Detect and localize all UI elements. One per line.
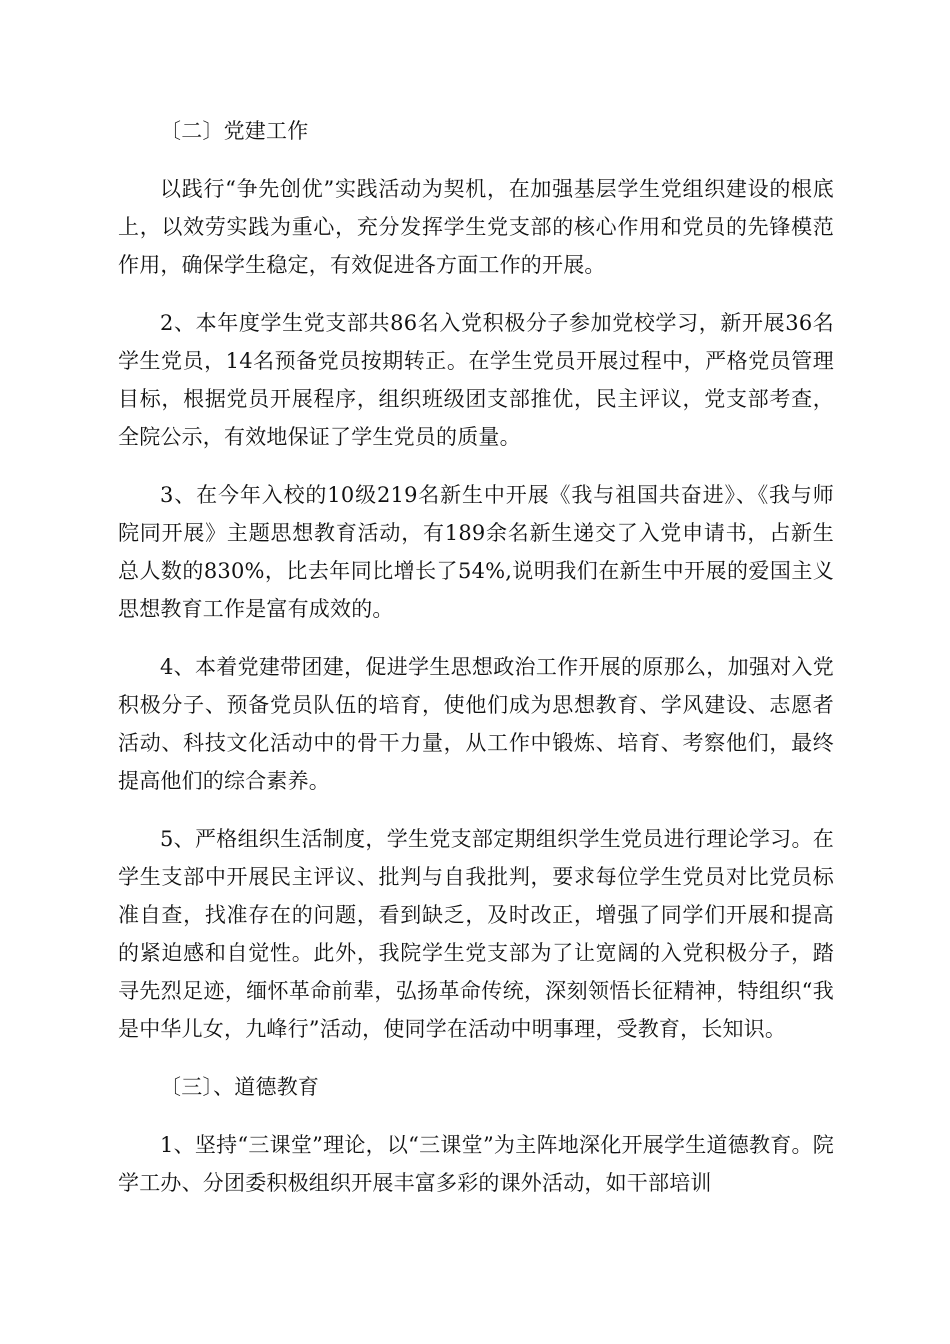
section-heading-party-building: 〔二〕党建工作 xyxy=(160,119,309,143)
paragraph-item-5: 5、严格组织生活制度，学生党支部定期组织学生党员进行理论学习。在学生支部中开展民主评议、批判与自我批判，要求每位学生党员对比党员标准自查，找准存在的问题，看到缺乏，及时改正，增强了同学们开展和提高的紧迫感和自觉性。此外，我院学生党支部为了让宽阔的入党积极分子，踏寻先烈足迹，缅怀革命前辈，弘扬革命传统，深刻领悟长征精神，特组织“我是中华儿女，九峰行”活动，使同学在活动中明事理，受教育，长知识。 xyxy=(118,827,834,1041)
document-body xyxy=(118,112,834,1222)
paragraph-item-2: 2、本年度学生党支部共86名入党积极分子参加党校学习，新开展36名学生党员，14名预备党员按期转正。在学生党员开展过程中，严格党员管理目标，根据党员开展程序，组织班级团支部推优，民主评议，党支部考查，全院公示，有效地保证了学生党员的质量。 xyxy=(118,311,834,449)
paragraph-item-4: 4、本着党建带团建，促进学生思想政治工作开展的原那么，加强对入党积极分子、预备党员队伍的培育，使他们成为思想教育、学风建设、志愿者活动、科技文化活动中的骨干力量，从工作中锻炼、培育、考察他们，最终提高他们的综合素养。 xyxy=(118,655,834,793)
paragraph-item-3: 3、在今年入校的10级219名新生中开展《我与祖国共奋进》、《我与师院同开展》主题思想教育活动，有189余名新生递交了入党申请书，占新生总人数的830%，比去年同比增长了54%,说明我们在新生中开展的爱国主义思想教育工作是富有成效的。 xyxy=(118,483,834,621)
paragraph-intro: 以践行“争先创优”实践活动为契机，在加强基层学生党组织建设的根底上，以效劳实践为重心，充分发挥学生党支部的核心作用和党员的先锋模范作用，确保学生稳定，有效促进各方面工作的开展。 xyxy=(118,177,834,277)
section-heading-moral-education: 〔三〕、道德教育 xyxy=(160,1075,320,1099)
paragraph-moral-item-1: 1、坚持“三课堂”理论，以“三课堂”为主阵地深化开展学生道德教育。院学工办、分团委积极组织开展丰富多彩的课外活动，如干部培训 xyxy=(118,1133,834,1195)
